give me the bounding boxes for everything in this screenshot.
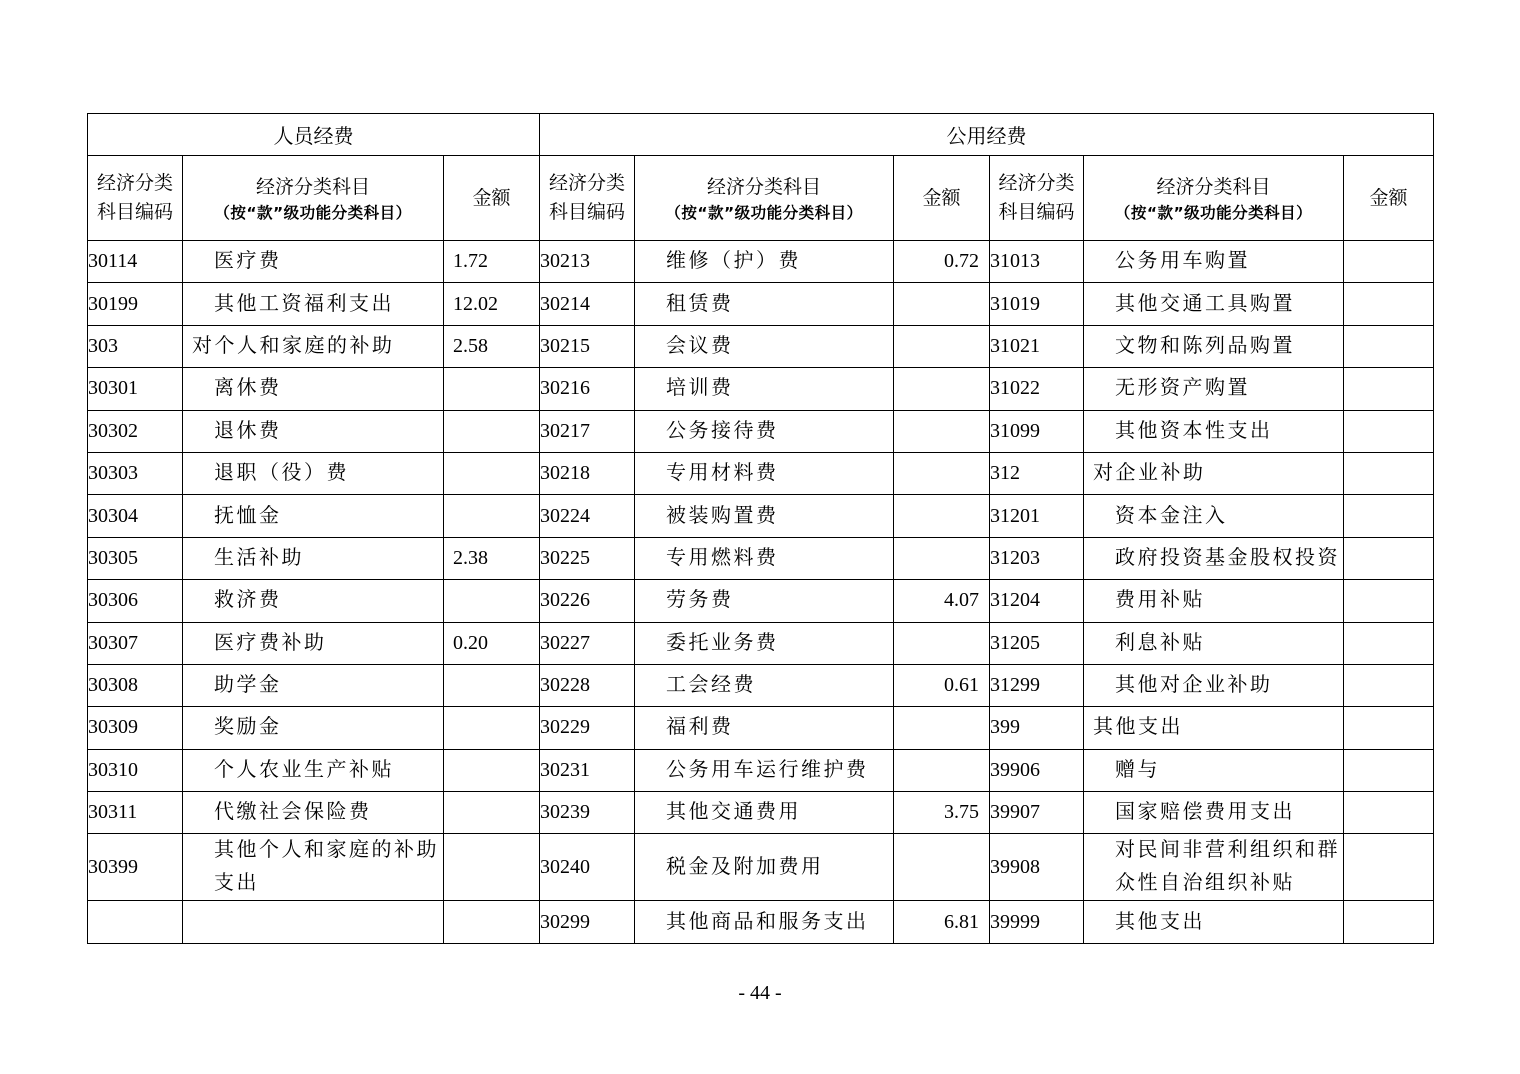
personnel-code-cell: 30306	[88, 580, 183, 622]
goods-amount-cell: 0.72	[894, 241, 990, 283]
personnel-name-cell: 代缴社会保险费	[183, 792, 444, 834]
goods-amount-cell	[894, 834, 990, 901]
personnel-name-cell: 退职（役）费	[183, 452, 444, 494]
capital-name-cell: 政府投资基金股权投资	[1084, 537, 1344, 579]
personnel-name-cell: 个人农业生产补贴	[183, 749, 444, 791]
table-body	[88, 241, 1434, 944]
column-header-row	[88, 156, 1434, 241]
capital-name-cell: 资本金注入	[1084, 495, 1344, 537]
personnel-amount-cell	[444, 452, 540, 494]
goods-name-cell: 福利费	[635, 707, 894, 749]
personnel-amount-cell	[444, 792, 540, 834]
goods-name-cell: 专用燃料费	[635, 537, 894, 579]
personnel-amount-cell	[444, 707, 540, 749]
table-row	[88, 325, 1434, 367]
goods-amount-cell: 3.75	[894, 792, 990, 834]
goods-name-cell: 公务用车运行维护费	[635, 749, 894, 791]
personnel-name-cell: 生活补助	[183, 537, 444, 579]
goods-amount-cell: 4.07	[894, 580, 990, 622]
goods-name-cell: 会议费	[635, 325, 894, 367]
personnel-amount-cell	[444, 368, 540, 410]
personnel-name-cell	[183, 901, 444, 943]
capital-code-cell: 31021	[990, 325, 1084, 367]
capital-code-cell: 39907	[990, 792, 1084, 834]
goods-amount-cell	[894, 283, 990, 325]
goods-code-cell: 30239	[540, 792, 635, 834]
capital-amount-cell	[1344, 410, 1434, 452]
personnel-code-cell: 30114	[88, 241, 183, 283]
capital-name-cell: 对民间非营利组织和群众性自治组织补贴	[1084, 834, 1344, 901]
goods-name-cell: 工会经费	[635, 664, 894, 706]
capital-name-cell: 费用补贴	[1084, 580, 1344, 622]
personnel-group-header: 人员经费	[88, 114, 540, 156]
personnel-name-cell: 其他个人和家庭的补助支出	[183, 834, 444, 901]
goods-name-cell: 其他交通费用	[635, 792, 894, 834]
capital-amount-cell	[1344, 325, 1434, 367]
goods-amount-cell	[894, 622, 990, 664]
goods-amount-cell	[894, 749, 990, 791]
goods-code-cell: 30224	[540, 495, 635, 537]
personnel-code-cell: 30303	[88, 452, 183, 494]
capital-code-cell: 31204	[990, 580, 1084, 622]
personnel-amount-cell	[444, 664, 540, 706]
goods-name-cell: 劳务费	[635, 580, 894, 622]
personnel-code-cell: 30304	[88, 495, 183, 537]
goods-name-cell: 税金及附加费用	[635, 834, 894, 901]
table-row	[88, 410, 1434, 452]
goods-name-cell: 被装购置费	[635, 495, 894, 537]
goods-code-cell: 30218	[540, 452, 635, 494]
personnel-code-cell: 30305	[88, 537, 183, 579]
amount-header: 金额	[1344, 156, 1434, 241]
personnel-amount-cell	[444, 580, 540, 622]
table-row	[88, 241, 1434, 283]
capital-name-cell: 公务用车购置	[1084, 241, 1344, 283]
capital-amount-cell	[1344, 537, 1434, 579]
goods-amount-cell: 6.81	[894, 901, 990, 943]
table-row	[88, 622, 1434, 664]
personnel-code-cell: 30308	[88, 664, 183, 706]
personnel-name-cell: 对个人和家庭的补助	[183, 325, 444, 367]
personnel-amount-cell	[444, 834, 540, 901]
name-header: 经济分类科目 （按“款”级功能分类科目）	[1084, 156, 1344, 241]
name-header: 经济分类科目 （按“款”级功能分类科目）	[183, 156, 444, 241]
public-group-header: 公用经费	[540, 114, 1434, 156]
personnel-amount-cell	[444, 410, 540, 452]
goods-amount-cell	[894, 325, 990, 367]
goods-code-cell: 30228	[540, 664, 635, 706]
capital-amount-cell	[1344, 664, 1434, 706]
capital-amount-cell	[1344, 707, 1434, 749]
table-row	[88, 283, 1434, 325]
personnel-amount-cell	[444, 749, 540, 791]
capital-name-cell: 其他对企业补助	[1084, 664, 1344, 706]
table-row	[88, 368, 1434, 410]
capital-name-cell: 利息补贴	[1084, 622, 1344, 664]
code-header: 经济分类 科目编码	[540, 156, 635, 241]
table-row	[88, 901, 1434, 943]
personnel-code-cell	[88, 901, 183, 943]
capital-code-cell: 31203	[990, 537, 1084, 579]
capital-amount-cell	[1344, 792, 1434, 834]
capital-name-cell: 其他交通工具购置	[1084, 283, 1344, 325]
capital-name-cell: 无形资产购置	[1084, 368, 1344, 410]
table-row	[88, 452, 1434, 494]
personnel-code-cell: 30311	[88, 792, 183, 834]
capital-code-cell: 31201	[990, 495, 1084, 537]
goods-name-cell: 租赁费	[635, 283, 894, 325]
capital-amount-cell	[1344, 580, 1434, 622]
personnel-amount-cell	[444, 495, 540, 537]
goods-name-cell: 专用材料费	[635, 452, 894, 494]
table-row	[88, 495, 1434, 537]
goods-code-cell: 30215	[540, 325, 635, 367]
capital-code-cell: 31013	[990, 241, 1084, 283]
code-header: 经济分类 科目编码	[990, 156, 1084, 241]
goods-amount-cell	[894, 368, 990, 410]
goods-name-cell: 维修（护）费	[635, 241, 894, 283]
capital-code-cell: 312	[990, 452, 1084, 494]
capital-amount-cell	[1344, 749, 1434, 791]
amount-header: 金额	[894, 156, 990, 241]
goods-name-cell: 委托业务费	[635, 622, 894, 664]
goods-amount-cell: 0.61	[894, 664, 990, 706]
goods-name-cell: 公务接待费	[635, 410, 894, 452]
capital-name-cell: 文物和陈列品购置	[1084, 325, 1344, 367]
personnel-name-cell: 离休费	[183, 368, 444, 410]
goods-code-cell: 30227	[540, 622, 635, 664]
capital-code-cell: 31019	[990, 283, 1084, 325]
capital-code-cell: 31022	[990, 368, 1084, 410]
personnel-code-cell: 30399	[88, 834, 183, 901]
capital-amount-cell	[1344, 283, 1434, 325]
personnel-amount-cell: 12.02	[444, 283, 540, 325]
name-header: 经济分类科目 （按“款”级功能分类科目）	[635, 156, 894, 241]
table-row	[88, 834, 1434, 901]
goods-code-cell: 30216	[540, 368, 635, 410]
capital-code-cell: 31099	[990, 410, 1084, 452]
goods-code-cell: 30214	[540, 283, 635, 325]
capital-code-cell: 39999	[990, 901, 1084, 943]
amount-header: 金额	[444, 156, 540, 241]
capital-amount-cell	[1344, 495, 1434, 537]
capital-name-cell: 对企业补助	[1084, 452, 1344, 494]
goods-amount-cell	[894, 495, 990, 537]
table-row	[88, 580, 1434, 622]
capital-amount-cell	[1344, 834, 1434, 901]
personnel-name-cell: 救济费	[183, 580, 444, 622]
capital-name-cell: 其他资本性支出	[1084, 410, 1344, 452]
capital-name-cell: 其他支出	[1084, 707, 1344, 749]
code-header: 经济分类 科目编码	[88, 156, 183, 241]
expenditure-table	[87, 113, 1434, 944]
personnel-code-cell: 30310	[88, 749, 183, 791]
personnel-amount-cell: 2.58	[444, 325, 540, 367]
goods-amount-cell	[894, 410, 990, 452]
personnel-amount-cell: 0.20	[444, 622, 540, 664]
goods-code-cell: 30217	[540, 410, 635, 452]
personnel-code-cell: 30301	[88, 368, 183, 410]
capital-amount-cell	[1344, 901, 1434, 943]
personnel-name-cell: 抚恤金	[183, 495, 444, 537]
capital-code-cell: 39906	[990, 749, 1084, 791]
goods-name-cell: 其他商品和服务支出	[635, 901, 894, 943]
capital-amount-cell	[1344, 622, 1434, 664]
page-number: - 44 -	[738, 982, 782, 1004]
goods-amount-cell	[894, 707, 990, 749]
capital-code-cell: 31205	[990, 622, 1084, 664]
capital-amount-cell	[1344, 241, 1434, 283]
table-row	[88, 749, 1434, 791]
goods-code-cell: 30226	[540, 580, 635, 622]
capital-name-cell: 赠与	[1084, 749, 1344, 791]
personnel-code-cell: 30309	[88, 707, 183, 749]
personnel-name-cell: 退休费	[183, 410, 444, 452]
capital-amount-cell	[1344, 368, 1434, 410]
personnel-code-cell: 30307	[88, 622, 183, 664]
personnel-name-cell: 医疗费	[183, 241, 444, 283]
capital-code-cell: 39908	[990, 834, 1084, 901]
personnel-amount-cell: 2.38	[444, 537, 540, 579]
personnel-name-cell: 助学金	[183, 664, 444, 706]
personnel-amount-cell	[444, 901, 540, 943]
personnel-code-cell: 30199	[88, 283, 183, 325]
capital-code-cell: 399	[990, 707, 1084, 749]
group-header-row	[88, 114, 1434, 156]
table-row	[88, 792, 1434, 834]
goods-name-cell: 培训费	[635, 368, 894, 410]
personnel-name-cell: 奖励金	[183, 707, 444, 749]
table-row	[88, 537, 1434, 579]
table-row	[88, 707, 1434, 749]
capital-amount-cell	[1344, 452, 1434, 494]
goods-code-cell: 30299	[540, 901, 635, 943]
goods-code-cell: 30231	[540, 749, 635, 791]
capital-name-cell: 其他支出	[1084, 901, 1344, 943]
personnel-code-cell: 303	[88, 325, 183, 367]
capital-code-cell: 31299	[990, 664, 1084, 706]
goods-code-cell: 30213	[540, 241, 635, 283]
personnel-code-cell: 30302	[88, 410, 183, 452]
goods-amount-cell	[894, 537, 990, 579]
goods-code-cell: 30240	[540, 834, 635, 901]
goods-amount-cell	[894, 452, 990, 494]
personnel-name-cell: 医疗费补助	[183, 622, 444, 664]
capital-name-cell: 国家赔偿费用支出	[1084, 792, 1344, 834]
goods-code-cell: 30229	[540, 707, 635, 749]
table-row	[88, 664, 1434, 706]
goods-code-cell: 30225	[540, 537, 635, 579]
personnel-name-cell: 其他工资福利支出	[183, 283, 444, 325]
personnel-amount-cell: 1.72	[444, 241, 540, 283]
